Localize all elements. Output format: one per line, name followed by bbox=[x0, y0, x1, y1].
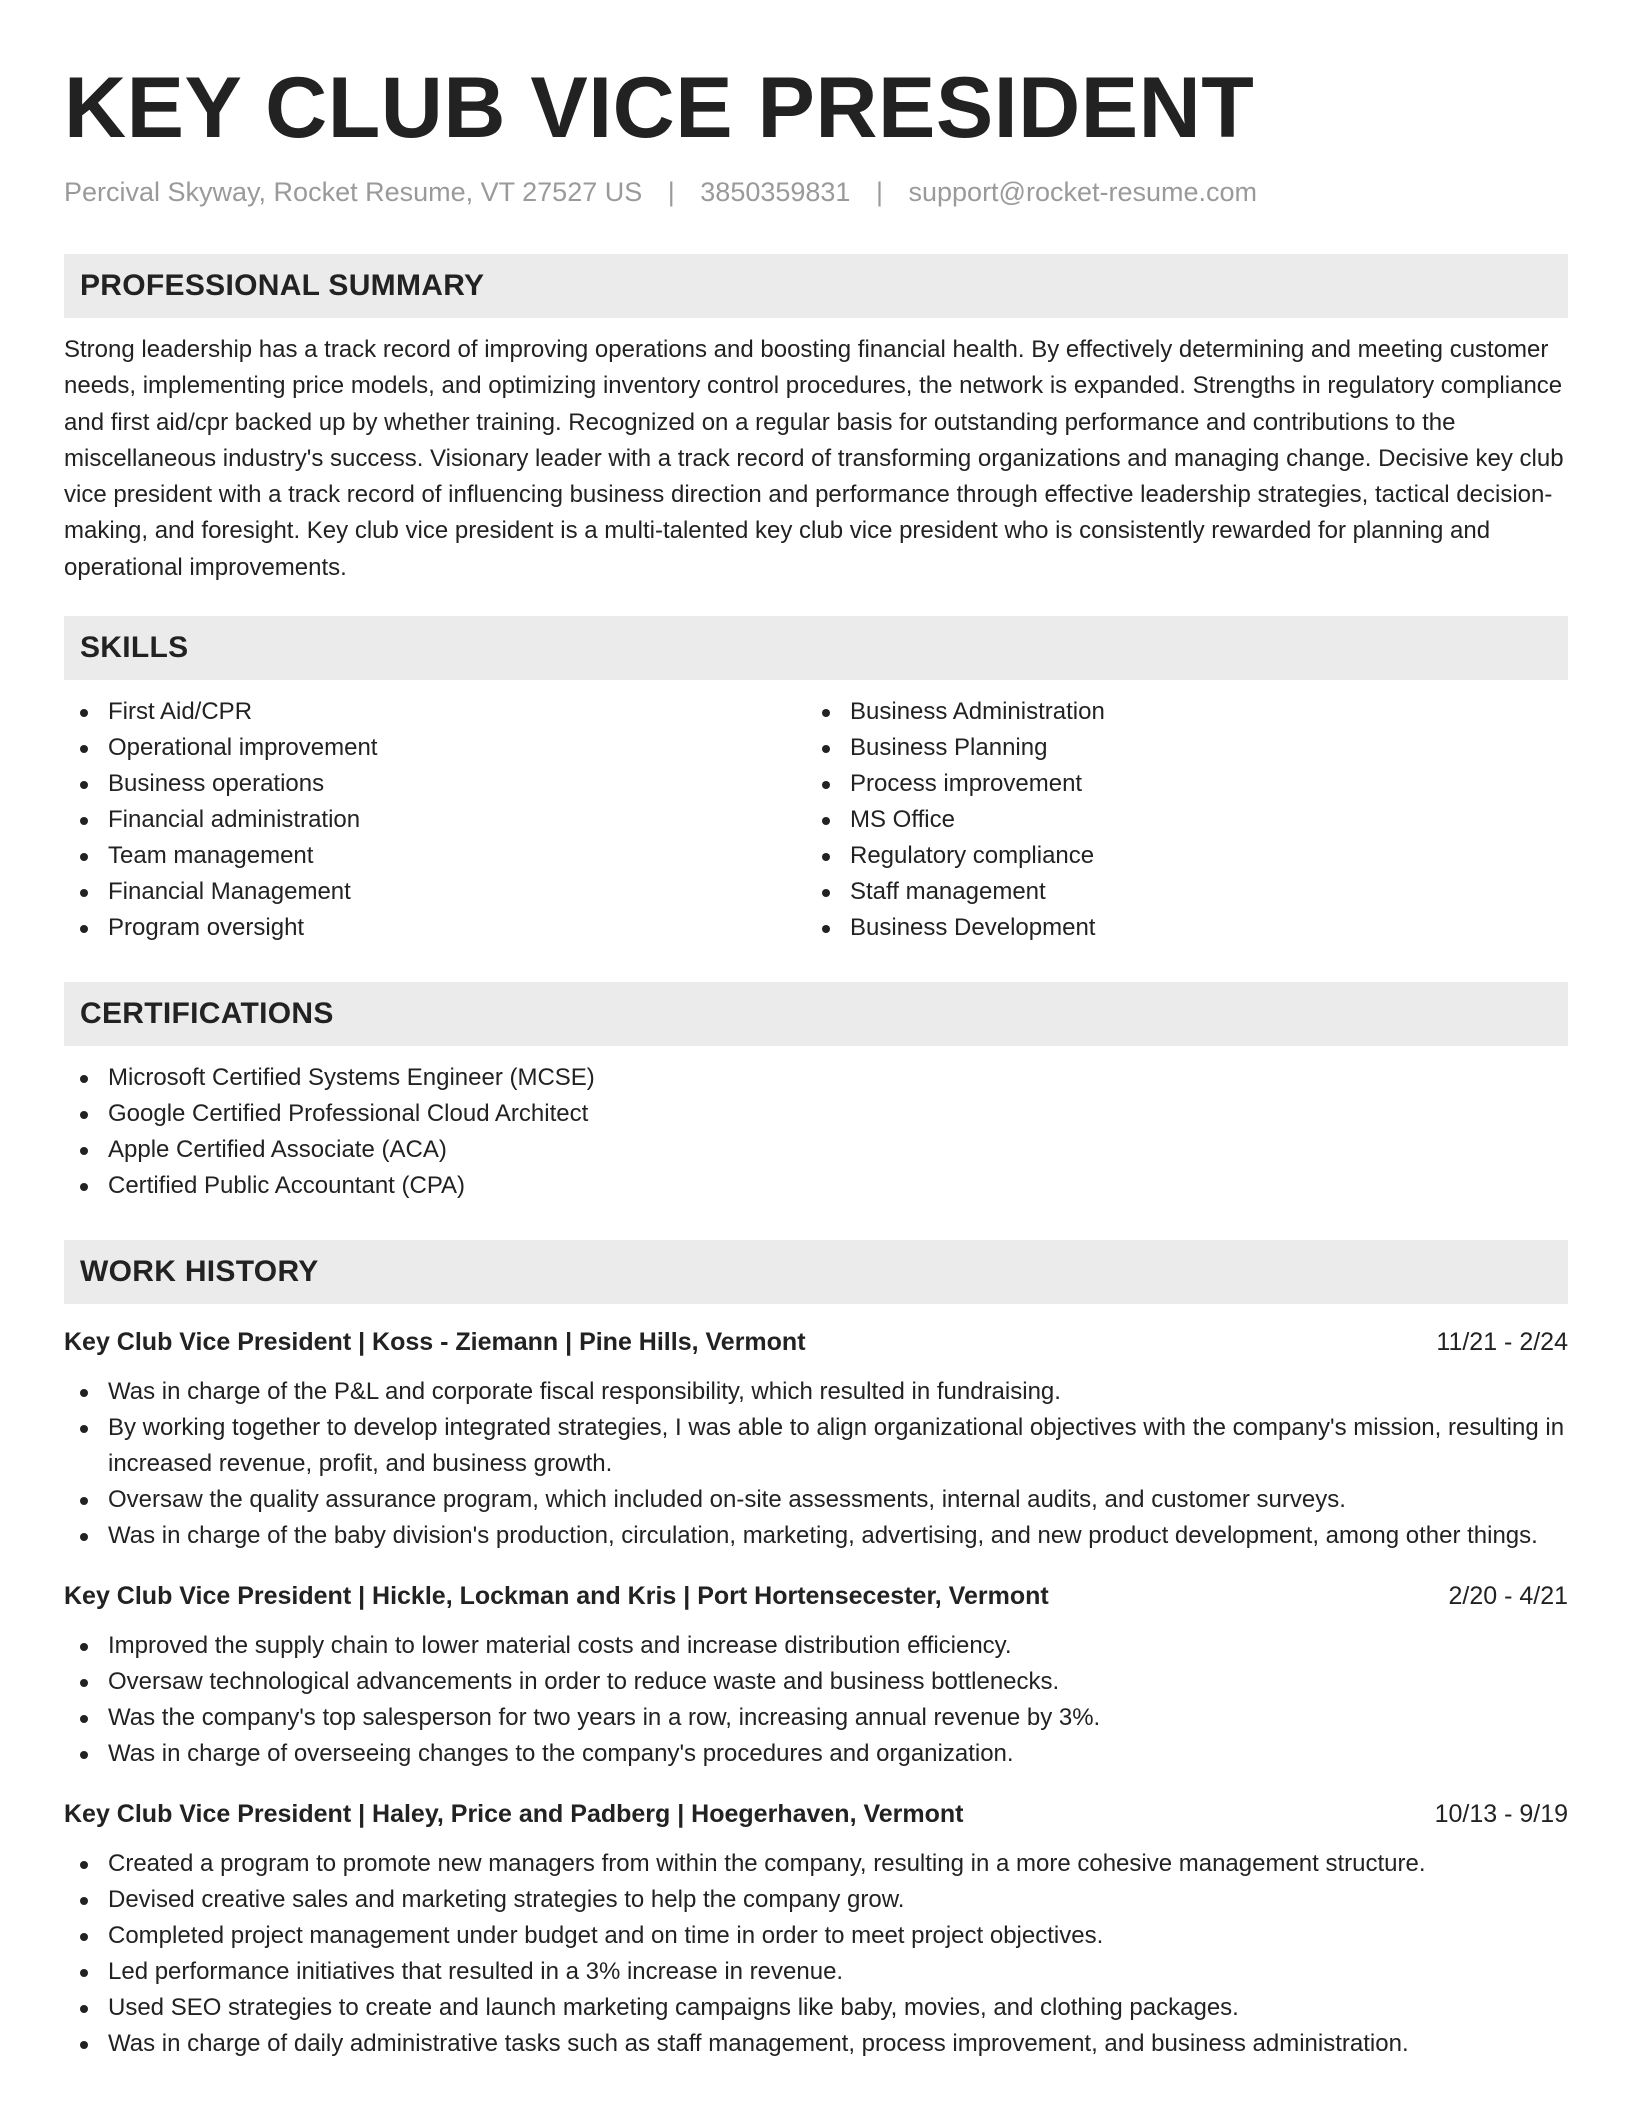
job-duty: Oversaw technological advancements in order to reduce waste and business bottlenecks. bbox=[64, 1664, 1568, 1700]
job-duty: Was in charge of daily administrative tasks such as staff management, process improvement, and business administration. bbox=[64, 2026, 1568, 2062]
skill-item: Staff management bbox=[806, 874, 1548, 910]
skill-item: Operational improvement bbox=[64, 730, 806, 766]
job-duty: Was the company's top salesperson for two years in a row, increasing annual revenue by 3%. bbox=[64, 1700, 1568, 1736]
job-duties-list bbox=[64, 1374, 1568, 1554]
job-duty: Improved the supply chain to lower material costs and increase distribution efficiency. bbox=[64, 1628, 1568, 1664]
skill-item: Program oversight bbox=[64, 910, 806, 946]
job-duties-list bbox=[64, 1846, 1568, 2062]
job-duty: Completed project management under budget and on time in order to meet project objectives. bbox=[64, 1918, 1568, 1954]
job-duty: Was in charge of overseeing changes to the company's procedures and organization. bbox=[64, 1736, 1568, 1772]
certification-item: Apple Certified Associate (ACA) bbox=[64, 1132, 1568, 1168]
skill-item: Financial Management bbox=[64, 874, 806, 910]
skills-columns bbox=[64, 694, 1568, 946]
skill-item: Business Administration bbox=[806, 694, 1548, 730]
job-duty: Oversaw the quality assurance program, which included on-site assessments, internal audits, and customer surveys. bbox=[64, 1482, 1568, 1518]
skill-item: Team management bbox=[64, 838, 806, 874]
skill-item: First Aid/CPR bbox=[64, 694, 806, 730]
certifications-list bbox=[64, 1060, 1568, 1204]
job-dates: 10/13 - 9/19 bbox=[1434, 1800, 1568, 1829]
skill-item: Business operations bbox=[64, 766, 806, 802]
job-title: Key Club Vice President | Hickle, Lockman and Kris | Port Hortensecester, Vermont bbox=[64, 1582, 1049, 1611]
job-duty: Was in charge of the baby division's production, circulation, marketing, advertising, and new product development, among other things. bbox=[64, 1518, 1568, 1554]
skill-item: Process improvement bbox=[806, 766, 1548, 802]
job-duty: Was in charge of the P&L and corporate fiscal responsibility, which resulted in fundraising. bbox=[64, 1374, 1568, 1410]
summary-paragraph: Strong leadership has a track record of improving operations and boosting financial health. By effectively determining and meeting customer needs, implementing price models, and optimizing inventory control procedures, the network is expanded. Strengths in regulatory compliance and first aid/cpr backed up by whether training. Recognized on a regular basis for outstanding performance and contributions to the miscellaneous industry's success. Visionary leader with a track record of transforming organizations and managing change. Decisive key club vice president with a track record of influencing business direction and performance through effective leadership strategies, tactical decision-making, and foresight. Key club vice president is a multi-talented key club vice president who is consistently rewarded for planning and operational improvements. bbox=[64, 336, 1564, 581]
skills-column-right bbox=[806, 694, 1548, 946]
job-entry bbox=[64, 1324, 1568, 1554]
contact-phone: 3850359831 bbox=[700, 177, 851, 207]
job-duties-list bbox=[64, 1628, 1568, 1772]
section-header-skills: SKILLS bbox=[64, 616, 1568, 680]
job-title: Key Club Vice President | Koss - Ziemann | Pine Hills, Vermont bbox=[64, 1328, 806, 1357]
contact-line bbox=[64, 174, 1568, 210]
skill-item: Business Development bbox=[806, 910, 1548, 946]
job-duty: Used SEO strategies to create and launch marketing campaigns like baby, movies, and clothing packages. bbox=[64, 1990, 1568, 2026]
job-dates: 11/21 - 2/24 bbox=[1436, 1328, 1568, 1357]
contact-separator: | bbox=[667, 177, 675, 207]
job-header bbox=[64, 1796, 1568, 1832]
contact-address: Percival Skyway, Rocket Resume, VT 27527 US bbox=[64, 177, 643, 207]
skills-list-right bbox=[806, 694, 1548, 946]
job-duty: Devised creative sales and marketing strategies to help the company grow. bbox=[64, 1882, 1568, 1918]
resume-title: KEY CLUB VICE PRESIDENT bbox=[64, 60, 1255, 156]
skill-item: Financial administration bbox=[64, 802, 806, 838]
job-title: Key Club Vice President | Haley, Price and Padberg | Hoegerhaven, Vermont bbox=[64, 1800, 964, 1829]
certification-item: Microsoft Certified Systems Engineer (MCSE) bbox=[64, 1060, 1568, 1096]
section-header-summary: PROFESSIONAL SUMMARY bbox=[64, 254, 1568, 318]
skills-list-left bbox=[64, 694, 806, 946]
job-duty: Led performance initiatives that resulted in a 3% increase in revenue. bbox=[64, 1954, 1568, 1990]
skills-column-left bbox=[64, 694, 806, 946]
job-header bbox=[64, 1578, 1568, 1614]
skill-item: MS Office bbox=[806, 802, 1548, 838]
certification-item: Certified Public Accountant (CPA) bbox=[64, 1168, 1568, 1204]
contact-separator: | bbox=[875, 177, 883, 207]
job-entry bbox=[64, 1578, 1568, 1772]
section-header-certifications: CERTIFICATIONS bbox=[64, 982, 1568, 1046]
contact-email[interactable]: support@rocket-resume.com bbox=[908, 177, 1258, 207]
section-header-work-history: WORK HISTORY bbox=[64, 1240, 1568, 1304]
job-dates: 2/20 - 4/21 bbox=[1448, 1582, 1568, 1611]
job-duty: By working together to develop integrated strategies, I was able to align organizational objectives with the company's mission, resulting in increased revenue, profit, and business growth. bbox=[64, 1410, 1568, 1482]
skill-item: Regulatory compliance bbox=[806, 838, 1548, 874]
job-entry bbox=[64, 1796, 1568, 2062]
job-header bbox=[64, 1324, 1568, 1360]
job-duty: Created a program to promote new managers from within the company, resulting in a more cohesive management structure. bbox=[64, 1846, 1568, 1882]
skill-item: Business Planning bbox=[806, 730, 1548, 766]
resume-page bbox=[64, 0, 1568, 2062]
certification-item: Google Certified Professional Cloud Architect bbox=[64, 1096, 1568, 1132]
